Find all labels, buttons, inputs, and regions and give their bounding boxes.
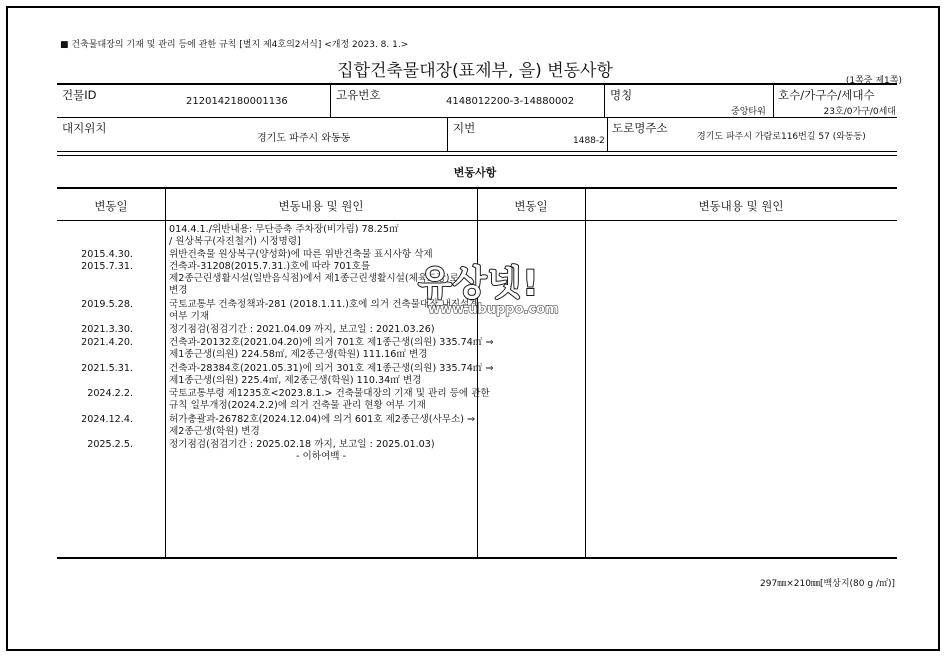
change-line: 제1종근생(의원) 224.58㎡, 제2종근생(학원) 111.16㎡ 변경: [169, 349, 428, 360]
change-line: 여부 기재: [169, 310, 210, 322]
changes-bottom-rule: [57, 557, 897, 559]
change-date: 2024.12.4.: [81, 414, 133, 425]
change-line: 국토교통부령 제1235호<2023.8.1.> 건축물대장의 기재 및 관리 등에 관한: [169, 388, 490, 400]
change-line: 제1종근생(의원) 225.4㎡, 제2종근생(학원) 110.34㎡ 변경: [169, 374, 422, 386]
change-date: 2021.4.20.: [81, 337, 133, 349]
change-line: / 원상복구(자진철거) 시정명령]: [169, 235, 301, 247]
change-date: 2015.7.31.: [81, 261, 133, 273]
change-date: 2021.5.31.: [81, 362, 133, 374]
name-label: 명칭: [610, 88, 633, 102]
changes-divider: [165, 188, 166, 557]
change-date: 2025.2.5.: [87, 438, 133, 450]
info-divider: [607, 118, 608, 151]
change-line: 정기점검(점검기간 : 2025.02.18 까지, 보고일 : 2025.01.03): [169, 438, 435, 450]
change-line: 정기점검(점검기간 : 2021.04.09 까지, 보고일 : 2021.03.26): [169, 324, 435, 336]
change-line: 변경: [169, 285, 188, 296]
change-date: 2021.3.30.: [81, 324, 133, 336]
unique-no-value: 4148012200-3-14880002: [446, 96, 575, 107]
page-title: 집합건축물대장(표제부, 을) 변동사항: [337, 61, 613, 81]
info-divider: [330, 84, 331, 117]
change-line: 국토교통부 건축정책과-281 (2018.1.11.)호에 의거 건축물대장 내진설계: [169, 298, 479, 310]
units-label: 호수/가구수/세대수: [778, 88, 875, 102]
lot-label: 지번: [453, 121, 476, 135]
building-id-value: 2120142180001136: [186, 96, 288, 107]
change-line: 규칙 일부개정(2024.2.2)에 의거 건축물 관리 현황 여부 기재: [169, 400, 426, 412]
info-bottom-rule-2: [57, 155, 897, 156]
road-label: 도로명주소: [612, 121, 668, 135]
col-content-header-2: 변동내용 및 원인: [698, 199, 784, 213]
units-value: 23호/0가구/0세대: [823, 107, 896, 117]
change-date: 2015.4.30.: [81, 248, 133, 260]
lot-value: 1488-2: [573, 136, 605, 146]
change-line: 건축과-28384호(2021.05.31)에 의거 301호 제1종근생(의원) 335.74㎡ ⇒: [169, 362, 494, 374]
change-line: 제2종근생(학원) 변경: [169, 425, 260, 437]
col-date-header: 변동일: [94, 199, 128, 213]
changes-section-title: 변동사항: [453, 166, 497, 179]
change-line: 건축과-31208(2015.7.31.)호에 따라 701호를: [169, 261, 371, 273]
info-divider: [604, 84, 605, 117]
info-bottom-rule: [57, 151, 897, 152]
col-content-header: 변동내용 및 원인: [278, 199, 364, 213]
name-value: 중앙타워: [731, 107, 766, 117]
change-date: 2019.5.28.: [81, 298, 133, 310]
change-line: 건축과-20132호(2021.04.20)에 의거 701호 제1종근생(의원) 335.74㎡ ⇒: [169, 337, 494, 349]
change-line: 위반건축물 원상복구(양성화)에 따른 위반건축물 표시사항 삭제: [169, 248, 433, 260]
info-divider: [447, 118, 448, 151]
changes-divider: [585, 188, 586, 557]
change-line: 제2종근린생활시설(일반음식점)에서 제1종근린생활시설(체육도장)로: [169, 273, 459, 285]
end-note: - 이하여백 -: [295, 451, 347, 463]
page-info: (1쪽중 제1쪽): [845, 76, 902, 86]
site-value: 경기도 파주시 와동동: [257, 133, 351, 144]
change-line: 허가총괄과-26782호(2024.12.04)에 의거 601호 제2종근생(사무소) ⇒: [169, 414, 476, 425]
col-date-header-2: 변동일: [514, 199, 548, 213]
watermark-logo: [418, 256, 573, 326]
watermark-text: 유상넷!: [418, 264, 540, 304]
road-value: 경기도 파주시 가람로116번길 57 (와동동): [697, 132, 866, 142]
paper-spec: 297㎜×210㎜[백상지(80 g /㎡)]: [760, 579, 895, 589]
watermark-url: www.ubuppo.com: [428, 302, 559, 317]
unique-no-label: 고유번호: [336, 88, 381, 102]
form-note: ■ 건축물대장의 기재 및 관리 등에 관한 규칙 [별지 제4호의2서식] <개정 2023. 8. 1.>: [60, 40, 409, 50]
change-line: 014.4.1./위반내용: 무단증축 주차장(비가림) 78.25㎡: [169, 224, 399, 235]
info-top-rule: [57, 83, 897, 85]
info-mid-rule: [57, 117, 897, 118]
info-divider: [773, 84, 774, 117]
site-label: 대지위치: [62, 121, 107, 135]
building-id-label: 건물ID: [62, 88, 97, 102]
change-date: 2024.2.2.: [87, 388, 133, 400]
